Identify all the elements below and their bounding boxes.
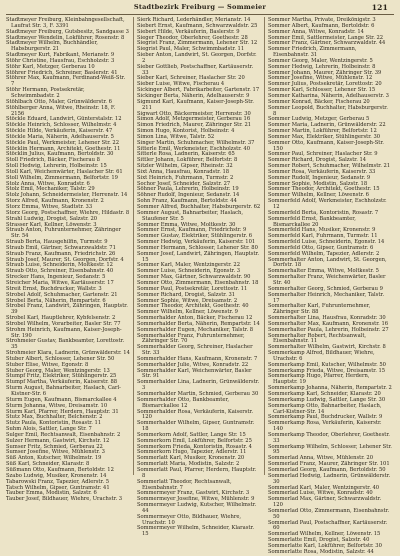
directory-entry: Stöckle Maria, Näherin, Adelhauserstr. 5 xyxy=(6,133,114,140)
directory-entry: Stadtmeyer Freiburg, Gutsbesitz, Sandgasse 3 xyxy=(6,28,129,35)
directory-entry: Straub Josef, Maurer, St. Georgen, Dorfstr. 4 xyxy=(6,256,124,263)
directory-entry: Strobel Adolf, Schuhmacher, Gartenstr. 21 xyxy=(6,291,118,298)
directory-entry: Sommermeyer Josefine, Witwe, Mühlenstr. 9 xyxy=(137,496,255,503)
directory-entry: Strobel Berta, Näherin, Rempartstr. 6 xyxy=(6,297,106,304)
directory-entry: Sommerhalter Heinrich, Mechaniker, Talstr. 17 xyxy=(268,291,384,304)
directory-entry: Szabo Ludwig, Musiker, Kronenstr. 14 xyxy=(6,472,107,479)
directory-entry: Straub Franz, Kaufmann, Friedrichstr. 26 xyxy=(6,250,116,257)
directory-entry: Siebert Ernst, Kaufmann, Schwarzwaldstr. 25 xyxy=(137,22,258,29)
directory-entry: Stumpf Fritz, Elektriker, Stühlingerstr. 25 xyxy=(6,373,117,380)
directory-entry: Singer Martin, Schuhmacher, Wilhelmstr. 37 xyxy=(137,139,255,146)
directory-entry: Sittler Johann, Lokführer, Belfortstr. 8 xyxy=(137,157,238,164)
directory-entry: Sommer Wilhelm, Kellner, Löwenstr. 6 xyxy=(268,192,369,199)
directory-entry: Süß Karl, Schneider, Klarastr. 8 xyxy=(6,461,90,468)
directory-entry: Sommer Richard, Drogist, Salzstr. 14 xyxy=(268,157,367,164)
directory-entry: Storz Alfred, Kaufmann, Kronenstr. 2 xyxy=(6,198,104,205)
directory-entry: Strobel Franz, Landwirt, Zähringen, Hauptstr. 39 xyxy=(6,303,128,316)
directory-entry: Sommermeyer Ludwig, Kutscher, Wilhelmstr. 44 xyxy=(137,502,257,514)
directory-entry: Strohmeier Klara, Ladnerin, Grünwälderstr. 14 xyxy=(6,350,130,357)
directory-entry: Siegrist Franz, Zimmermann, Lehener Str. 12 xyxy=(137,40,258,47)
directory-entry: Siebert Hilde, Verkäuferin, Baslerstr. 9 xyxy=(137,28,240,35)
directory-entry: Sieber Karl, Schreiner, Haslacher Str. 20 xyxy=(137,75,245,82)
directory-entry: Straub Luise, Schneiderin, Moltkestr. 12 xyxy=(6,262,113,269)
directory-entry: Tauber Josef, Bildhauer, Wiehre, Urachstr. 3 xyxy=(6,496,123,503)
directory-entry: Sommer Hedwig, Lehrerin, Holbeinstr. 8 xyxy=(268,63,376,70)
directory-entry: Suhm Alois, Sattler, Lange Str. 7 xyxy=(6,426,92,433)
directory-entry: Sommerkamp Emil, Kutscher, Wilhelmstr. 50 xyxy=(268,361,386,368)
directory-entry: Sigmund Karl, Kaufmann, Kaiser-Joseph-Str. 211 xyxy=(137,98,254,111)
directory-entry: Streicher Maria, Witwe, Kartäuserstr. 17 xyxy=(6,279,114,286)
directory-entry: Sommerkamp Ludwig, Sattler, Lange Str. 30 xyxy=(268,396,386,403)
directory-entry: Sommer August, Bahnarbeiter, Haslach, Staufener Str. 5 xyxy=(137,209,244,222)
directory-entry: Sulger Emil, Rechtsanwalt, Eisenbahnstr. 2 xyxy=(6,431,121,438)
directory-entry: Strobel Karl, Hauptlehrer, Kybfelsenstr. 2 xyxy=(6,315,116,322)
directory-entry: Sierk Richard, Lederhändler, Merianstr. 14 xyxy=(137,17,251,23)
directory-entry: Sommer Sophie, Modistin, Salzstr. 18 xyxy=(268,180,368,187)
directory-entry: Straub Anton, Fuhrunternehmer, Zähringer Str. 54 xyxy=(6,227,121,240)
directory-entry: Stöhr Hermann, Postsekretär, Schwimmbadstr. 2 xyxy=(6,87,85,99)
directory-entry: Sieber Luise, Witwe, Fischerau 4 xyxy=(137,81,225,88)
directory-entry: Simon Lina, Witwe, Talstr. 52 xyxy=(137,133,215,140)
directory-entry: Sommer Martin, Lokführer, Belfortstr. 12 xyxy=(268,128,377,135)
directory-entry: Sommerkamp Paul, Buchdrucker, Wallstr. 9 xyxy=(268,414,383,421)
directory-entry: Sommerlatt Karl, Musiker, Kronenstr. 20 xyxy=(137,455,245,462)
directory-entry: Stuber Georg, Maler, Wentzingerstr. 13 xyxy=(6,367,110,374)
directory-entry: Straub Otto, Schreiner, Eisenbahnstr. 40 xyxy=(6,268,114,275)
directory-entry: Stöckle Paul, Werkmeister, Lehener Str. 22 xyxy=(6,139,120,146)
directory-entry: Sommermeyer Franz, Gastwirt, Kirchstr. 3 xyxy=(137,490,250,497)
directory-entry: Sommer Otto, Kaufmann, Kaiser-Joseph-Str. 150 xyxy=(268,139,384,152)
directory-entry: Sturm August, Bahnarbeiter, Haslach, Carl-Kistner-Str. 6 xyxy=(6,385,121,397)
directory-entry: Sommer Emil, Sattlermeister, Lange Str. 22 xyxy=(268,34,384,41)
directory-entry: Sommerlatte Karl, Lokführer, Belfortstr. 30 xyxy=(268,542,382,549)
directory-entry: Sickinger Albert, Fabrikarbeiter, Gartenstr. 17 xyxy=(137,87,260,94)
directory-entry: Sommerkamp Theodor, Oberlehrer, Goethestr. 33 xyxy=(268,431,390,444)
directory-entry: Sommer Franz, Gärtner, Schwarzwaldstr. 44 xyxy=(268,40,386,47)
directory-entry: Sommerfeld Berta, Kontoristin, Rosastr. 7 xyxy=(268,209,379,216)
directory-entry: Sommerfeld Karl, Fuhrmann, Turmstr. 11 xyxy=(268,233,378,240)
directory-entry: Sommermeyer Otto, Bildhauer, Wiehre, Urachstr. 10 xyxy=(137,513,242,526)
directory-entry: Sommerlad Karl, Maler, Wentzingerstr. 40 xyxy=(268,484,380,491)
directory-entry: Sommer Richard, Drogist, Salzstr. 31 xyxy=(137,291,236,298)
directory-entry: Sommerkamp Otto, Bahnarbeiter, Haslach, Carl-Kistner-Str. 14 xyxy=(268,402,382,415)
directory-entry: Stöckle Hilde, Verkäuferin, Kaiserstr. 47 xyxy=(6,128,113,135)
directory-entry: Stutz Max, Buchhalter, Belchenstr. 2 xyxy=(6,414,103,421)
directory-entry: Sommerlad Paul, Postschaffner, Kartäuserstr. 60 xyxy=(268,519,388,532)
directory-entry: Sommerhalder Julie, Witwe, Konradstr. 22 xyxy=(137,361,249,368)
directory-entry: Sitzler Wilhelm, Gipser, Rheinstr. 32 xyxy=(137,163,233,170)
directory-entry: Sommer Gustav, Elektriker, Stühlingerstr. 6 xyxy=(137,233,253,240)
directory-entry: Sommerlatt Theodor, Rechtsanwalt, Eisenbahnstr. 7 xyxy=(137,478,232,491)
directory-entry: Sommerhalter Lina, Hausfrau, Konradstr. 30 xyxy=(268,315,386,322)
directory-entry: Sommer Julius, Postsekretär, Lorettostr. 20 xyxy=(268,81,382,88)
directory-entry: Sommerkorn Hugo, Tapezier, Adlerstr. 11 xyxy=(137,449,247,456)
directory-entry: Sommer Hermann, Schlosser, Lehener Str. 80 xyxy=(137,244,258,251)
directory-entry: Sommerhalder Berta, Näherin, Rempartstr. 14 xyxy=(137,320,260,327)
directory-entry: Süßmann Otto, Kaufmann, Bertoldstr. 12 xyxy=(6,466,114,473)
directory-entry: Sommerlad Max, Gärtner, Schwarzwaldstr. 120 xyxy=(268,496,382,509)
page-number: 121 xyxy=(371,3,388,12)
directory-entry: Sommer Katharina, Näherin, Adelhauserstr. 3 xyxy=(268,92,389,99)
directory-entry: Sommer Max, Elektriker, Stühlingerstr. 30 xyxy=(268,133,381,140)
directory-entry: Sommerhalter Franz, Weichenwärter, Basler Str. 40 xyxy=(268,274,386,286)
directory-entry: Stöcklin Hermann, Architekt, Goethestr. 11 xyxy=(6,145,121,152)
directory-entry: Stoll Karl, Weichenwärter, Haslacher Str. 61 xyxy=(6,168,123,175)
directory-entry: Sommer Theodor, Architekt, Goethestr. 40 xyxy=(137,303,249,310)
directory-entry: Sohn Franz, Kaufmann, Bertoldstr. 44 xyxy=(137,198,237,205)
directory-entry: Sommer Ludwig, Metzger, Gerberau 5 xyxy=(268,116,370,123)
directory-entry: Stuber Albert, Schlosser, Lehener Str. 50 xyxy=(6,355,115,362)
directory-entry: Sommerfeld Ernst, Bankbeamter, Bismarckallee 20 xyxy=(268,215,356,228)
directory-entry: Sommer Emma, Witwe, Moltkestr. 30 xyxy=(137,221,236,228)
directory-entry: Sommer Luise, Schneiderin, Egonstr. 3 xyxy=(137,268,241,275)
directory-entry: Sommerkorn Adolf, Sattler, Lange Str. 15 xyxy=(137,431,246,438)
directory-entry: Sommerlad Otto, Zimmermann, Eisenbahnstr. 50 xyxy=(268,507,390,520)
directory-entry: Stöhlberger Anna, Witwe, Rheinstr. 18, F. 2156 xyxy=(6,104,116,117)
directory-entry: Stuber Elise, Witwe, Egonstr. 8 xyxy=(6,361,89,368)
directory-entry: Tauber Emma, Modistin, Salzstr. 6 xyxy=(6,490,97,497)
directory-entry: Simon Hugo, Kontorist, Holbeinstr. 4 xyxy=(137,128,235,135)
directory-entry: Sulzer Hermann, Gastwirt, Kirchstr. 12 xyxy=(6,437,110,444)
directory-entry: Sommer Hedwig, Verkäuferin, Kaiserstr. 101 xyxy=(137,239,256,246)
directory-entry: Sommerkamp Frieda, Witwe, Dreisamstr. 15 xyxy=(268,367,386,374)
directory-entry: Sommerlad Georg, Kaufmann, Bertoldstr. 50 xyxy=(268,466,386,473)
directory-entry: Straub Emil, Gärtner, Schwarzwaldstr. 71 xyxy=(6,244,116,251)
directory-entry: Sitterle Emil, Werkmeister, Eschholzstr. 40 xyxy=(137,145,251,152)
directory-entry: Sixt Heinrich, Fuhrmann, Turmstr. 2 xyxy=(137,174,234,181)
directory-entry: Sommer Josef, Landwirt, Zähringen, Hauptstr. 15 xyxy=(137,250,260,263)
directory-entry: Stöhrer Friedrich, Schreiner, Baslerstr. 41 xyxy=(6,69,118,76)
directory-entry: Streit Ernst, Buchdrucker, Wallstr. 3 xyxy=(6,285,102,292)
directory-entry: Stoll Wilhelm, Zimmermann, Belfortstr. 19 xyxy=(6,174,118,181)
directory-entry: Sommer Josefine, Witwe, Mühlenstr. 12 xyxy=(268,75,373,82)
directory-entry: Sixt Anna, Hausfrau, Konradstr. 18 xyxy=(137,168,230,175)
running-head: Stadtbezirk Freiburg — Sommeier xyxy=(133,3,267,11)
directory-entry: Stöhrer Max, Kaufmann, Ferdinand-Weiß-Str. 7 xyxy=(6,75,126,88)
directory-entry: Stolz Emil, Mechaniker, Talstr. 29 xyxy=(6,186,95,193)
column-3 xyxy=(268,17,392,555)
directory-entry: Sumser Josefine, Witwe, Mühlenstr. 3 xyxy=(6,449,105,456)
directory-entry: Stöckle Heinrich, Schlosser, Wilhelmstr. 4 xyxy=(6,122,117,129)
directory-entry: Strasser Karl, Kellner, Löwenstr. 3 xyxy=(6,221,97,228)
directory-entry: Storz Emma, Witwe, Stadtstr. 33 xyxy=(6,204,93,210)
column-1 xyxy=(6,17,130,503)
directory-entry: Sommerhalder Eugen, Mechaniker, Talstr. 8 xyxy=(137,326,254,333)
directory-entry: Stadtmeyer Kurt, Fabrikant, Merianstr. 9 xyxy=(6,52,115,59)
directory-entry: Sommerhalter Paula, Lehrerin, Holbeinstr. 27 xyxy=(268,326,389,333)
directory-entry: Stolz Johann, Schneidermeister, Herrenstr. 14 xyxy=(6,192,128,199)
directory-entry: Sommer Leopold, Buchhalter, Habsburgerstr. 8 xyxy=(268,104,388,117)
column-2 xyxy=(137,17,261,538)
directory-entry: Stutz Paula, Kontoristin, Rosastr. 11 xyxy=(6,420,102,427)
directory-entry: Sommer Georg, Maler, Wentzingerstr. 5 xyxy=(268,57,373,64)
directory-entry: Simon Adolf, Metzgermeister, Gerberau 16 xyxy=(137,116,251,123)
directory-entry: Sommer Max, Gärtner, Schwarzwaldstr. 90 xyxy=(137,274,251,281)
directory-entry: Sommerkamp Hugo, Pfarrer, Herdern, Hauptstr. 19 xyxy=(268,373,370,386)
directory-entry: Strohmeier Gustav, Bankbeamter, Lorettostr. 35 xyxy=(6,338,125,351)
directory-entry: Sommerhalter Emma, Witwe, Moltkestr. 5 xyxy=(268,268,379,275)
directory-entry: Sommerlatt Maria, Modistin, Salzstr. 2 xyxy=(137,461,240,468)
directory-entry: Stöhlbach Otto, Maler, Grünwälderstr. 6 xyxy=(6,98,112,105)
directory-entry: Sturm Karl, Pfarrer, Herdern, Hauptstr. 31 xyxy=(6,408,119,415)
directory-entry: Sommerhalter Karl, Fuhrunternehmer, Zähringer Str. 88 xyxy=(268,303,371,316)
directory-entry: Sommerkamp Johanna, Näherin, Rempartstr. 2 xyxy=(268,385,392,392)
directory-entry: Sommer Albert, Kaufmann, Bertoldstr. 6 xyxy=(268,22,375,29)
directory-entry: Sommerlatte Rosa, Modistin, Salzstr. 44 xyxy=(268,548,374,555)
column-divider xyxy=(133,17,134,475)
directory-entry: Sickinger Berta, Näherin, Adelhauserstr. 9 xyxy=(137,92,250,99)
directory-entry: Sommer Paul, Postsekretär, Lorettostr. 11 xyxy=(137,285,248,292)
directory-entry: Stadtmeyer Wilhelm, Buchhändler, Habsburgerstr. 21 xyxy=(6,40,98,53)
directory-entry: Stöhr Karl, Metzger, Gerberau 10 xyxy=(6,63,95,70)
directory-entry: Sommerhalder Otto, Bankbeamter, Bismarckallee 12 xyxy=(137,396,230,409)
directory-entry: Sigwart Otto, Bäckermeister, Herrenstr. 30 xyxy=(137,110,251,117)
directory-entry: Straub Berta, Hausgehilfin, Turmstr. 9 xyxy=(6,239,108,246)
directory-entry: Sommer Rudolf, Ingenieur, Sedanstr. 9 xyxy=(268,174,371,181)
directory-entry: Tatsch Wilhelm, Gipser, Guntramstr. 41 xyxy=(6,484,110,491)
directory-entry: Stöcklin Julius, Kaufmann, Bertoldstr. 30 xyxy=(6,151,114,158)
directory-entry: Sommerhalder Franz, Fuhrunternehmer, Zähringer Str. 70 xyxy=(137,332,245,345)
directory-entry: Strobel Wilhelm, Vorarbeiter, Basler Str. 77 xyxy=(6,320,121,327)
directory-entry: Sommer Rosa, Verkäuferin, Kaiserstr. 33 xyxy=(268,168,376,175)
directory-entry: Storz Georg, Postschaffner, Wiehre, Hildastr. 8 xyxy=(6,209,130,216)
directory-entry: Siegrist Paul, Maler, Schwimmbadstr. 11 xyxy=(137,46,245,53)
directory-entry: Sommerkamp Karl, Schneider, Klarastr. 20 xyxy=(268,391,381,397)
directory-entry: Sumser Fritz, Schmied, Gerberau 22 xyxy=(6,443,103,450)
directory-entry: Sommerlad Anna, Witwe, Mühlenstr. 20 xyxy=(268,455,374,462)
directory-entry: Sommer Paul, Schreiner, Haslacher Str. 9 xyxy=(268,151,378,158)
directory-entry: Sommer Konrad, Bäcker, Fischerau 20 xyxy=(268,98,370,105)
directory-entry: Sommerfeld Otto, Gipser, Guntramstr. 6 xyxy=(268,244,374,251)
directory-entry: Sommerhalter Anton, Landwirt, St. Georgen, Dorfstr. 18 xyxy=(268,256,387,269)
directory-entry: Sommerkamp Rosa, Verkäuferin, Kaiserstr. 140 xyxy=(268,420,382,433)
directory-entry: Söhner Rudolf, Ingenieur, Sedanstr. 14 xyxy=(137,192,240,199)
directory-entry: Sommerhalder Rosa, Verkäuferin, Kaiserstr. 120 xyxy=(137,408,254,421)
directory-entry: Sommerkorn Emil, Lokführer, Belfortstr. 25 xyxy=(137,437,252,444)
directory-entry: Stöckle Eduard, Landwirt, Günterstalstr. 12 xyxy=(6,116,122,123)
directory-entry: Sommerfeld Wilhelm, Tapezier, Adlerstr. 2 xyxy=(268,250,380,257)
directory-entry: Sieger Theodor, Oberlehrer, Goethestr. 28 xyxy=(137,34,248,41)
header-rule xyxy=(6,14,394,15)
directory-entry: Sommerhalter Robert, Rechtsanwalt, Eisenbahnstr. 11 xyxy=(268,332,367,345)
directory-entry: Stolz Anna, Witwe, Konradstr. 6 xyxy=(6,180,90,187)
directory-entry: Sommer Otto, Zimmermann, Eisenbahnstr. 18 xyxy=(137,279,259,286)
directory-entry: Sommerlatt Paul, Pfarrer, Herdern, Hauptstr. 8 xyxy=(137,466,257,479)
directory-entry: Sochor Josef, Schneider, Salzstr. 27 xyxy=(137,180,231,187)
directory-entry: Sommer Martha, Private, Dreikönigstr. 3 xyxy=(268,17,376,23)
directory-entry: Stoll Hedwig, Lehrerin, Holbeinstr. 15 xyxy=(6,163,107,170)
directory-entry: Sommerlad Wilhelm, Kellner, Löwenstr. 15 xyxy=(268,531,381,538)
directory-entry: Sommerhalter Max, Kaufmann, Kronenstr. 16 xyxy=(268,320,389,327)
directory-entry: Simon Friedrich, Maurer, Zähringer Str. 21 xyxy=(137,122,252,129)
directory-entry: Sommer Friedrich, Zimmermann, Eisenbahnstr. 31 xyxy=(268,46,357,59)
directory-entry: Sommerlad Hedwig, Ladnerin, Grünwälderstr. 30 xyxy=(268,472,391,485)
directory-entry: Sommerkorn Frieda, Kontoristin, Rosastr. 4 xyxy=(137,443,252,450)
directory-entry: Sommer Maria, Ladnerin, Grünwälderstr. 22 xyxy=(268,122,386,129)
directory-entry: Sommer Karl, Schlosser, Lehener Str. 15 xyxy=(268,87,376,94)
directory-entry: Stadtmeyer Freiburg, Kleinbahngesellschaft, Laufrat Str. 3, F. 3391 xyxy=(6,17,125,29)
directory-entry: Sieber Gottlieb, Postschaffner, Kartäuserstr. 33 xyxy=(137,63,254,76)
directory-entry: Sommer Anna, Witwe, Konradstr. 14 xyxy=(268,28,364,35)
directory-entry: Sommerlad Franz, Maurer, Zähringer Str. 101 xyxy=(268,461,390,468)
directory-entry: Strohm Heinrich, Kaufmann, Kaiser-Joseph-Str. 190 xyxy=(6,326,122,339)
directory-entry: Sommerhalder Lina, Ladnerin, Grünwälderstr. 3 xyxy=(137,379,260,392)
column-divider xyxy=(264,17,265,475)
directory-entry: Sommer Johann, Maurer, Zähringer Str. 39 xyxy=(268,69,382,76)
directory-entry: Strecker Hans, Ingenieur, Sedanstr. 5 xyxy=(6,274,106,281)
directory-entry: Sommerfeld Luise, Schneiderin, Egonstr. 14 xyxy=(268,239,385,246)
directory-entry: Sommerhalter Wilhelm, Gastwirt, Kirchstr. 8 xyxy=(268,344,386,351)
directory-entry: Stoll Friedrich, Bäcker, Fischerau 8 xyxy=(6,157,100,164)
directory-entry: Sieber Anton, Landwirt, St. Georgen, Dorfstr. 2 xyxy=(137,52,257,64)
directory-entry: Sommerhalder Georg, Schreiner, Haslacher Str. 33 xyxy=(137,344,253,357)
directory-entry: Sommer Robert, Schuhmacher, Wilhelmstr. 21 xyxy=(268,163,391,170)
directory-entry: Sitterle Rosa, Ladnerin, Kaiserstr. 65 xyxy=(137,151,235,158)
directory-entry: Sommer Wilhelm, Kellner, Löwenstr. 9 xyxy=(137,309,238,316)
directory-entry: Sommerhalder Anton, Bäcker, Fischerau 12 xyxy=(137,315,253,322)
directory-entry: Stöhr Christine, Hausfrau, Eschholzstr. 3 xyxy=(6,57,115,64)
directory-entry: Tabarowski Franz, Tapezier, Adlerstr. 5 xyxy=(6,478,110,485)
directory-entry: Stadtmeyer Wendelin, Lokführer, Rosenstr. 8 xyxy=(6,34,125,41)
directory-entry: Strahl Ludwig, Drogist, Salzstr. 20 xyxy=(6,215,98,222)
directory-entry: Sommer Sophie, Witwe, Dreisamstr. 2 xyxy=(137,297,238,304)
directory-entry: Sommerhalder Hans, Kaufmann, Kronenstr. 7 xyxy=(137,355,258,362)
directory-entry: Sommermeyer Wilhelm, Schneider, Klarastr. 15 xyxy=(137,525,254,538)
directory-entry: Sommer Karl, Maler, Wentzingerstr. 22 xyxy=(137,262,241,269)
directory-entry: Sommerhalder Karl, Weichenwärter, Basler Str. 91 xyxy=(137,367,252,380)
directory-entry: Sommerkamp Alfred, Bildhauer, Wiehre, Urachstr. 6 xyxy=(268,350,375,362)
directory-entry: Sturm Eugen, Kaufmann, Bismarckallee 4 xyxy=(6,396,117,403)
directory-entry: Süß Anton, Kutscher, Wilhelmstr. 19 xyxy=(6,455,102,462)
directory-entry: Sommer Alfred, Buchhalter, Habsburgerstr. 62 xyxy=(137,204,261,210)
directory-entry: Sommerhalter Georg, Schmied, Gerberau 9 xyxy=(268,285,383,292)
directory-entry: Sommerlatte Emil, Drogist, Salzstr. 40 xyxy=(268,537,370,544)
directory-entry: Stumpf Martha, Verkäuferin, Kaiserstr. 88 xyxy=(6,379,118,386)
directory-entry: Sommerkamp Wilhelm, Schlosser, Lehener Str. 95 xyxy=(268,443,392,456)
directory-entry: Sommerfeld Adolf, Werkmeister, Eschholzstr. 12 xyxy=(268,198,387,210)
directory-entry: Söhner Paula, Lehrerin, Holbeinstr. 19 xyxy=(137,186,239,193)
directory-entry: Sommerfeld Hans, Musiker, Kronenstr. 9 xyxy=(268,227,376,234)
directory-entry: Sommer Ernst, Kaufmann, Friedrichstr. 9 xyxy=(137,227,247,234)
directory-entry: Sommerhalder Martin, Schmied, Gerberau 30 xyxy=(137,391,259,397)
directory-entry: Sommerhalder Wilhelm, Gipser, Guntramstr. 18 xyxy=(137,420,255,433)
directory-entry: Sommerlad Luise, Witwe, Konradstr. 40 xyxy=(268,490,373,497)
directory-entry: Sturm Johanna, Witwe, Dreisamstr. 10 xyxy=(6,402,108,409)
directory-entry: Sommer Theodor, Architekt, Goethestr. 15 xyxy=(268,186,380,193)
